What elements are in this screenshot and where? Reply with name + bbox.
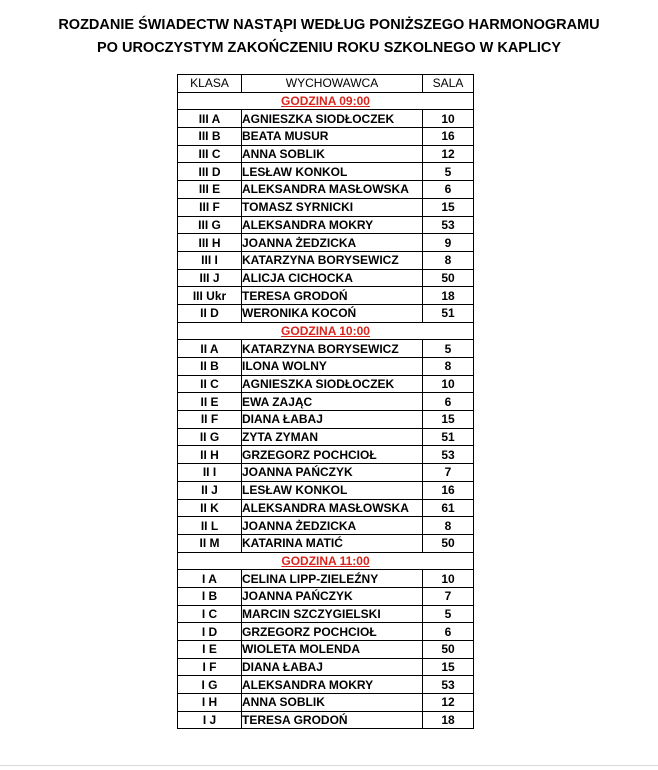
table-row	[178, 605, 474, 623]
table-row	[178, 464, 474, 482]
table-row	[178, 711, 474, 729]
room-cell: 15	[423, 658, 474, 676]
class-cell: II L	[178, 517, 242, 535]
teacher-cell: KATARZYNA BORYSEWICZ	[242, 340, 423, 358]
table-row	[178, 110, 474, 128]
teacher-cell: AGNIESZKA SIODŁOCZEK	[242, 375, 423, 393]
table-row	[178, 216, 474, 234]
class-cell: II K	[178, 499, 242, 517]
room-cell: 8	[423, 358, 474, 376]
title-line-2: PO UROCZYSTYM ZAKOŃCZENIU ROKU SZKOLNEGO W KAPLICY	[97, 40, 561, 56]
class-cell: I H	[178, 694, 242, 712]
table-row	[178, 181, 474, 199]
teacher-cell: ALEKSANDRA MOKRY	[242, 676, 423, 694]
table-row	[178, 446, 474, 464]
table-row	[178, 269, 474, 287]
class-cell: I C	[178, 605, 242, 623]
table-row	[178, 587, 474, 605]
teacher-cell: ANNA SOBLIK	[242, 145, 423, 163]
room-cell: 8	[423, 517, 474, 535]
class-cell: III Ukr	[178, 287, 242, 305]
room-cell: 18	[423, 711, 474, 729]
room-cell: 16	[423, 481, 474, 499]
class-cell: II G	[178, 428, 242, 446]
teacher-cell: TERESA GRODOŃ	[242, 287, 423, 305]
class-cell: III E	[178, 181, 242, 199]
schedule-body	[178, 92, 474, 729]
time-group-label: GODZINA 10:00	[178, 322, 474, 340]
schedule-table	[177, 74, 474, 729]
table-row	[178, 163, 474, 181]
teacher-cell: ANNA SOBLIK	[242, 694, 423, 712]
table-row	[178, 198, 474, 216]
room-cell: 53	[423, 676, 474, 694]
time-group-label: GODZINA 09:00	[178, 92, 474, 110]
class-cell: III I	[178, 251, 242, 269]
class-cell: II D	[178, 304, 242, 322]
table-row	[178, 428, 474, 446]
class-cell: I F	[178, 658, 242, 676]
room-cell: 6	[423, 623, 474, 641]
header-klasa: KLASA	[178, 75, 242, 93]
time-group-row	[178, 92, 474, 110]
teacher-cell: GRZEGORZ POCHCIOŁ	[242, 446, 423, 464]
header-sala: SALA	[423, 75, 474, 93]
teacher-cell: DIANA ŁABAJ	[242, 658, 423, 676]
room-cell: 61	[423, 499, 474, 517]
time-group-label: GODZINA 11:00	[178, 552, 474, 570]
time-group-row	[178, 322, 474, 340]
table-row	[178, 623, 474, 641]
teacher-cell: LESŁAW KONKOL	[242, 163, 423, 181]
room-cell: 12	[423, 145, 474, 163]
table-row	[178, 517, 474, 535]
table-row	[178, 641, 474, 659]
teacher-cell: DIANA ŁABAJ	[242, 411, 423, 429]
room-cell: 10	[423, 570, 474, 588]
room-cell: 50	[423, 534, 474, 552]
teacher-cell: ALEKSANDRA MOKRY	[242, 216, 423, 234]
room-cell: 15	[423, 411, 474, 429]
table-row	[178, 411, 474, 429]
page-bottom-divider	[0, 765, 658, 766]
class-cell: II A	[178, 340, 242, 358]
teacher-cell: JOANNA ŻEDZICKA	[242, 234, 423, 252]
room-cell: 12	[423, 694, 474, 712]
class-cell: III D	[178, 163, 242, 181]
class-cell: II F	[178, 411, 242, 429]
teacher-cell: CELINA LIPP-ZIELEŹNY	[242, 570, 423, 588]
table-row	[178, 251, 474, 269]
table-row	[178, 393, 474, 411]
class-cell: III A	[178, 110, 242, 128]
class-cell: I E	[178, 641, 242, 659]
room-cell: 7	[423, 587, 474, 605]
room-cell: 10	[423, 110, 474, 128]
room-cell: 5	[423, 163, 474, 181]
room-cell: 51	[423, 304, 474, 322]
table-row	[178, 287, 474, 305]
teacher-cell: ALICJA CICHOCKA	[242, 269, 423, 287]
table-row	[178, 658, 474, 676]
room-cell: 50	[423, 269, 474, 287]
class-cell: III C	[178, 145, 242, 163]
class-cell: II I	[178, 464, 242, 482]
class-cell: I D	[178, 623, 242, 641]
teacher-cell: TERESA GRODOŃ	[242, 711, 423, 729]
class-cell: I J	[178, 711, 242, 729]
teacher-cell: WERONIKA KOCOŃ	[242, 304, 423, 322]
class-cell: III F	[178, 198, 242, 216]
room-cell: 8	[423, 251, 474, 269]
teacher-cell: ALEKSANDRA MASŁOWSKA	[242, 499, 423, 517]
teacher-cell: MARCIN SZCZYGIELSKI	[242, 605, 423, 623]
table-row	[178, 676, 474, 694]
teacher-cell: LESŁAW KONKOL	[242, 481, 423, 499]
class-cell: II H	[178, 446, 242, 464]
table-row	[178, 694, 474, 712]
table-row	[178, 340, 474, 358]
room-cell: 5	[423, 340, 474, 358]
class-cell: I G	[178, 676, 242, 694]
room-cell: 16	[423, 128, 474, 146]
class-cell: II M	[178, 534, 242, 552]
table-row	[178, 358, 474, 376]
room-cell: 6	[423, 393, 474, 411]
class-cell: III B	[178, 128, 242, 146]
class-cell: II E	[178, 393, 242, 411]
table-row	[178, 234, 474, 252]
class-cell: I A	[178, 570, 242, 588]
room-cell: 51	[423, 428, 474, 446]
header-wychowawca: WYCHOWAWCA	[242, 75, 423, 93]
teacher-cell: TOMASZ SYRNICKI	[242, 198, 423, 216]
room-cell: 50	[423, 641, 474, 659]
room-cell: 5	[423, 605, 474, 623]
room-cell: 53	[423, 446, 474, 464]
time-group-row	[178, 552, 474, 570]
class-cell: III J	[178, 269, 242, 287]
room-cell: 18	[423, 287, 474, 305]
teacher-cell: BEATA MUSUR	[242, 128, 423, 146]
teacher-cell: JOANNA PAŃCZYK	[242, 587, 423, 605]
class-cell: I B	[178, 587, 242, 605]
class-cell: III H	[178, 234, 242, 252]
teacher-cell: KATARZYNA BORYSEWICZ	[242, 251, 423, 269]
teacher-cell: JOANNA ŻEDZICKA	[242, 517, 423, 535]
teacher-cell: ZYTA ZYMAN	[242, 428, 423, 446]
room-cell: 7	[423, 464, 474, 482]
class-cell: II J	[178, 481, 242, 499]
header-row	[178, 75, 474, 93]
class-cell: II C	[178, 375, 242, 393]
class-cell: III G	[178, 216, 242, 234]
table-row	[178, 375, 474, 393]
room-cell: 15	[423, 198, 474, 216]
class-cell: II B	[178, 358, 242, 376]
teacher-cell: EWA ZAJĄC	[242, 393, 423, 411]
teacher-cell: WIOLETA MOLENDA	[242, 641, 423, 659]
teacher-cell: ALEKSANDRA MASŁOWSKA	[242, 181, 423, 199]
teacher-cell: KATARINA MATIĆ	[242, 534, 423, 552]
table-row	[178, 304, 474, 322]
table-row	[178, 128, 474, 146]
table-row	[178, 534, 474, 552]
teacher-cell: JOANNA PAŃCZYK	[242, 464, 423, 482]
room-cell: 6	[423, 181, 474, 199]
teacher-cell: GRZEGORZ POCHCIOŁ	[242, 623, 423, 641]
room-cell: 10	[423, 375, 474, 393]
teacher-cell: ILONA WOLNY	[242, 358, 423, 376]
title-line-1: ROZDANIE ŚWIADECTW NASTĄPI WEDŁUG PONIŻSZEGO HARMONOGRAMU	[58, 17, 600, 33]
room-cell: 53	[423, 216, 474, 234]
page-title	[0, 14, 658, 60]
room-cell: 9	[423, 234, 474, 252]
teacher-cell: AGNIESZKA SIODŁOCZEK	[242, 110, 423, 128]
table-row	[178, 499, 474, 517]
table-row	[178, 145, 474, 163]
table-row	[178, 570, 474, 588]
table-row	[178, 481, 474, 499]
